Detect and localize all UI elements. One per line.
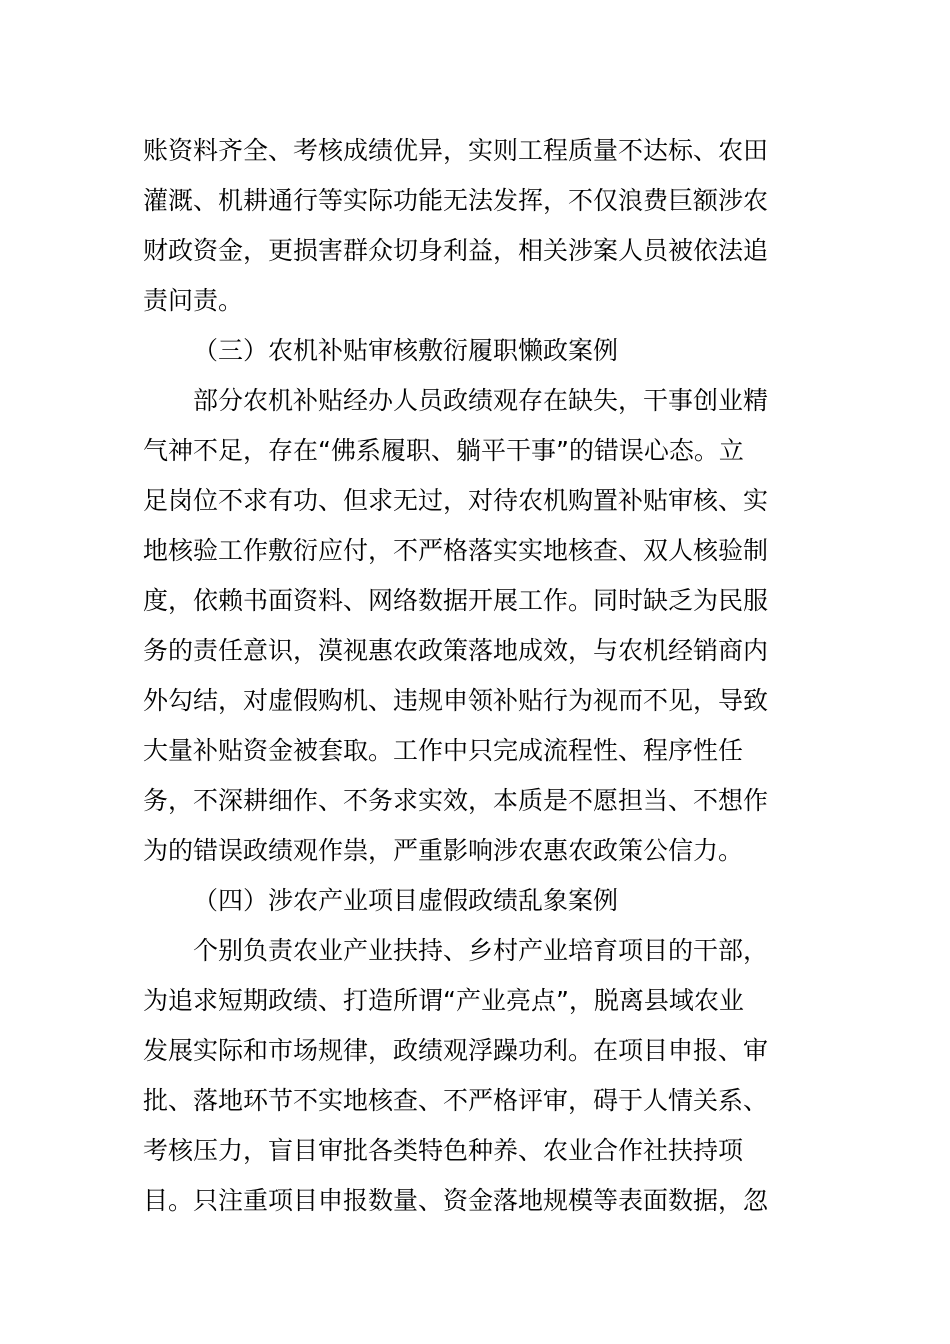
paragraph-line: 考核压力，盲目审批各类特色种养、农业合作社扶持项 (143, 1136, 744, 1165)
paragraph-line: 为追求短期政绩、打造所谓“产业亮点”，脱离县域农业 (143, 986, 744, 1015)
paragraph-line: 务，不深耕细作、不务求实效，本质是不愿担当、不想作 (143, 786, 769, 815)
paragraph-first-line: 部分农机补贴经办人员政绩观存在缺失，干事创业精 (193, 386, 769, 415)
paragraph-line: 足岗位不求有功、但求无过，对待农机购置补贴审核、实 (143, 486, 769, 515)
paragraph-line: 为的错误政绩观作祟，严重影响涉农惠农政策公信力。 (143, 836, 744, 865)
paragraph-line: 务的责任意识，漠视惠农政策落地成效，与农机经销商内 (143, 636, 769, 665)
paragraph-line: 账资料齐全、考核成绩优异，实则工程质量不达标、农田 (143, 136, 769, 165)
paragraph-first-line: 个别负责农业产业扶持、乡村产业培育项目的干部， (193, 936, 769, 965)
paragraph-line: 外勾结，对虚假购机、违规申领补贴行为视而不见，导致 (143, 686, 769, 715)
section-heading: （四）涉农产业项目虚假政绩乱象案例 (193, 886, 619, 915)
paragraph-line: 批、落地环节不实地核查、不严格评审，碍于人情关系、 (143, 1086, 769, 1115)
paragraph-line: 气神不足，存在“佛系履职、躺平干事”的错误心态。立 (143, 436, 744, 465)
paragraph-line: 度，依赖书面资料、网络数据开展工作。同时缺乏为民服 (143, 586, 769, 615)
paragraph-line: 目。只注重项目申报数量、资金落地规模等表面数据，忽 (143, 1186, 769, 1215)
section-heading: （三）农机补贴审核敷衍履职懒政案例 (193, 336, 619, 365)
paragraph-line: 大量补贴资金被套取。工作中只完成流程性、程序性任 (143, 736, 744, 765)
paragraph-line: 地核验工作敷衍应付，不严格落实实地核查、双人核验制 (143, 536, 769, 565)
paragraph-line: 灌溉、机耕通行等实际功能无法发挥，不仅浪费巨额涉农 (143, 186, 769, 215)
paragraph-line: 发展实际和市场规律，政绩观浮躁功利。在项目申报、审 (143, 1036, 769, 1065)
paragraph-line: 财政资金，更损害群众切身利益，相关涉案人员被依法追 (143, 236, 769, 265)
paragraph-line: 责问责。 (143, 286, 244, 315)
